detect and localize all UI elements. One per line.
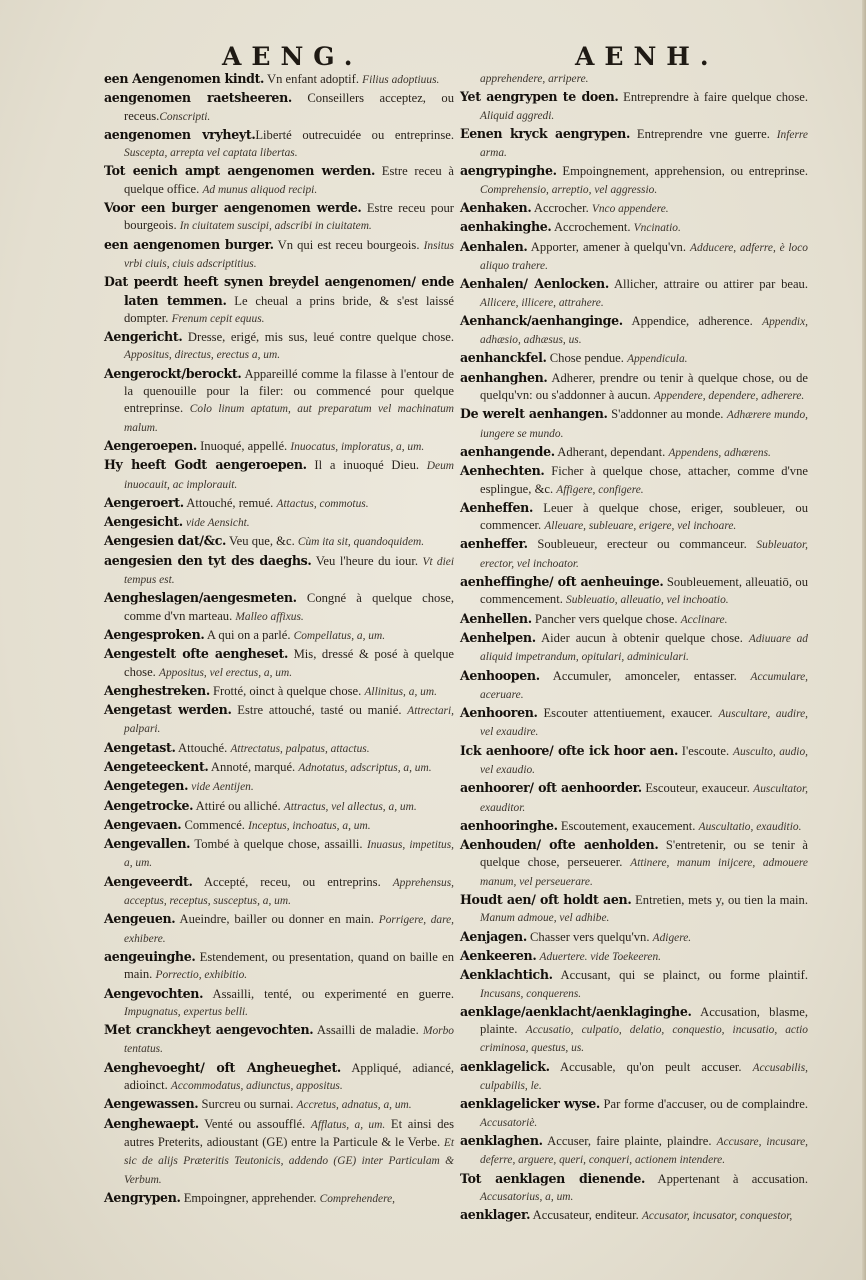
latin-translation: Attrectari, palpari.: [124, 705, 454, 736]
dictionary-entry: [104, 1095, 454, 1114]
latin-translation: Attractus, vel allectus, a, um.: [283, 800, 417, 813]
latin-translation: Vnco appendere.: [591, 203, 669, 216]
latin-translation: Colo linum aptatum, aut preparatum vel machinatum malum.: [124, 403, 454, 434]
latin-translation: In ciuitatem suscipi, adscribi in ciuitatem.: [179, 220, 372, 233]
dictionary-entry: [460, 704, 808, 742]
latin-translation: Auscultator, exauditor.: [480, 783, 809, 814]
dictionary-entry: [460, 1170, 808, 1207]
dictionary-entry: [460, 125, 808, 163]
headword: Dat peerdt heeft synen breydel aengenomen/ ende laten temmen.: [104, 274, 454, 308]
french-definition: Dresse, erigé, mis sus, leué contre quelque chose.: [182, 330, 454, 345]
dictionary-entry: [104, 89, 454, 126]
headword: aenklager.: [460, 1207, 531, 1223]
headword: aenhoorer/ oft aenhoorder.: [460, 780, 642, 796]
french-definition: Tombé à quelque chose, assailli.: [190, 837, 367, 852]
dictionary-entry: [460, 218, 808, 237]
headword: Aengeroert.: [104, 494, 184, 510]
latin-translation: Inuocatus, imploratus, a, um.: [290, 440, 425, 453]
latin-translation: Subleuatio, alleuatio, vel inchoatio.: [566, 594, 729, 607]
headword: Hy heeft Godt aengeroepen.: [104, 457, 307, 473]
dictionary-entry: [104, 552, 454, 590]
right-column-entries: [460, 88, 808, 1225]
latin-translation: Insitus vrbi ciuis, ciuis adscriptitius.: [124, 239, 454, 270]
french-definition: Annoté, marqué.: [208, 759, 299, 774]
headword: Aenhellen.: [460, 610, 532, 626]
dictionary-entry: [104, 645, 454, 682]
headword: Aengevochten.: [104, 985, 204, 1001]
dictionary-entry: [104, 1115, 454, 1189]
headword: aenhangende.: [460, 443, 555, 459]
dictionary-entry: [104, 1059, 454, 1096]
dictionary-entry: [104, 199, 454, 236]
headword: Aenklachtich.: [460, 967, 553, 983]
headword: Aenhelpen.: [460, 629, 536, 645]
latin-continuation: apprehendere, arripere.: [480, 73, 589, 85]
french-definition: Empoingner, apprehender.: [180, 1190, 320, 1205]
headword: een aengenomen burger.: [104, 236, 274, 252]
headword: aengeuinghe.: [104, 948, 196, 964]
headword: Aengesicht.: [104, 514, 183, 530]
headword: Aengetast.: [104, 739, 176, 755]
french-definition: Estre receu à quelque office.: [124, 164, 455, 196]
headword: aengenomen raetsheeren.: [104, 90, 292, 106]
headword: Aenhoopen.: [460, 667, 540, 683]
dictionary-entry: [460, 573, 808, 610]
french-definition: S'addonner au monde.: [607, 407, 727, 422]
french-definition: Appertenant à accusation.: [645, 1171, 808, 1186]
dictionary-entry: [104, 682, 454, 701]
latin-translation: Accusatorius, a, um.: [480, 1190, 574, 1203]
french-definition: Attouché.: [175, 740, 231, 755]
latin-translation: Attrectatus, palpatus, attactus.: [230, 742, 370, 755]
latin-translation: Malleo affixus.: [235, 610, 304, 623]
dictionary-entry: [104, 758, 454, 777]
french-definition: Par forme d'accuser, ou de complaindre.: [599, 1097, 808, 1112]
headword: Tot aenklagen dienende.: [460, 1170, 646, 1186]
french-definition: Accusation, blasme, plainte.: [480, 1004, 808, 1037]
latin-translation: Acclinare.: [680, 613, 728, 626]
french-definition: Chose pendue.: [546, 351, 628, 366]
headword: Aengetast werden.: [104, 702, 232, 718]
latin-translation: Adigere.: [652, 931, 692, 944]
headword: Aengericht.: [104, 329, 183, 345]
french-definition: Estre attouché, tasté ou manié.: [231, 703, 408, 718]
latin-translation: Cùm ita sit, quandoquidem.: [297, 536, 425, 549]
dictionary-entry: [460, 369, 808, 406]
latin-translation: Accumulare, aceruare.: [480, 670, 808, 701]
headword: Aenhanck/aenhanginge.: [460, 312, 623, 328]
french-definition: Leuer à quelque chose, eriger, soubleuer, ou commencer.: [480, 500, 808, 533]
headword: aenhakinghe.: [460, 219, 552, 235]
latin-translation: Manum admoue, vel adhibe.: [480, 912, 610, 925]
headword: Aengeuen.: [104, 911, 176, 927]
french-definition: Veu l'heure du iour.: [311, 553, 423, 568]
french-definition: Escouter attentiuement, exaucer.: [537, 706, 719, 721]
dictionary-entry: [460, 312, 808, 350]
dictionary-entry: [460, 275, 808, 312]
headword: De werelt aenhangen.: [460, 406, 608, 422]
dictionary-entry: [460, 947, 808, 966]
dictionary-entry: [460, 836, 808, 891]
french-definition: Estendement, ou presentation, quand on baille en main.: [124, 949, 454, 982]
french-definition: I'escoute.: [677, 743, 733, 758]
latin-translation: Accommodatus, adiunctus, appositus.: [170, 1080, 343, 1093]
dictionary-entry: [460, 88, 808, 125]
headword: aengrypinghe.: [460, 163, 557, 179]
dictionary-entry: [460, 928, 808, 947]
headword: Aengetrocke.: [104, 797, 194, 813]
latin-translation: Accusabilis, culpabilis, le.: [480, 1061, 808, 1093]
dictionary-entry: [460, 667, 808, 705]
latin-translation: Attactus, commotus.: [276, 497, 369, 510]
dictionary-entry: [104, 162, 454, 199]
french-definition: Mis, dressé & posé à quelque chose.: [124, 647, 454, 679]
latin-translation: Porrigere, dare, exhibere.: [124, 914, 454, 945]
french-definition: Vn enfant adoptif.: [264, 72, 363, 86]
latin-translation: Apprehensus, acceptus, receptus, susceptus, a, um.: [124, 876, 454, 908]
headword: Aengesien dat/&c.: [104, 533, 227, 549]
latin-translation: Adducere, adferre, è loco aliquo trahere.: [480, 241, 808, 272]
dictionary-entry: [460, 1132, 808, 1170]
headword: Aenheffen.: [460, 499, 533, 515]
dictionary-entry: [104, 1189, 454, 1208]
dictionary-entry: [460, 443, 808, 462]
latin-translation: Accusare, incusare, deferre, arguere, queri, conqueri, actionem intendere.: [480, 1135, 808, 1167]
french-definition: Accusateur, enditeur.: [530, 1208, 642, 1223]
dictionary-entry: [104, 70, 454, 89]
headword: Tot eenich ampt aengenomen werden.: [104, 163, 376, 179]
french-definition: Accuser, faire plainte, plaindre.: [542, 1133, 717, 1148]
dictionary-entry: [104, 513, 454, 532]
latin-translation: Allicere, illicere, attrahere.: [480, 296, 604, 309]
dictionary-entry: [104, 910, 454, 948]
french-definition: Accumuler, amonceler, entasser.: [539, 668, 751, 683]
french-definition: Appliqué, adiancé, adioinct.: [124, 1060, 454, 1093]
latin-translation: Aliquid aggredi.: [480, 109, 555, 122]
right-running-title: AENH.: [575, 42, 719, 71]
headword: Aengetegen.: [104, 778, 189, 794]
dictionary-entry: [104, 777, 454, 796]
headword: Aengevaen.: [104, 816, 182, 832]
dictionary-entry: [460, 1095, 808, 1132]
headword: Aengevallen.: [104, 836, 191, 852]
latin-note: Et sic de alijs Præteritis Teutonicis, addendo (GE) inter Particulam & Verbum.: [124, 1136, 454, 1186]
latin-translation: Appositus, directus, erectus a, um.: [124, 349, 281, 362]
french-definition: Soubleueur, erecteur ou commanceur.: [527, 537, 757, 552]
latin-translation: Accusator, incusator, conquestor,: [641, 1210, 793, 1223]
dictionary-entry: [460, 162, 808, 199]
latin-translation: Compellatus, a, um.: [293, 629, 386, 642]
french-definition: Il a inuoqué Dieu.: [306, 458, 427, 473]
headword: Aengrypen.: [104, 1189, 181, 1205]
latin-translation: Affigere, configere.: [556, 483, 644, 496]
latin-translation: Ad munus aliquod recipi.: [202, 183, 318, 196]
latin-translation: Comprehendere,: [319, 1192, 395, 1205]
french-definition: Aider aucun à obtenir quelque chose.: [535, 630, 749, 645]
latin-translation: Allinitus, a, um.: [364, 685, 437, 698]
dictionary-entry: [104, 816, 454, 835]
french-definition: Entretien, mets y, ou tien la main.: [631, 893, 808, 908]
headword: Aengeveerdt.: [104, 873, 193, 889]
dictionary-entry: [104, 365, 454, 437]
french-definition: Commencé.: [181, 817, 249, 832]
headword: Ick aenhoore/ ofte ick hoor aen.: [460, 742, 678, 758]
latin-translation: Incusans, conquerens.: [480, 987, 582, 1000]
latin-translation: Accretus, adnatus, a, um.: [296, 1099, 412, 1112]
latin-translation: Morbo tentatus.: [124, 1025, 454, 1056]
french-definition: Accusant, qui se plainct, ou forme plaintif.: [552, 968, 808, 983]
french-definition: Empoingnement, apprehension, ou entreprinse.: [556, 164, 808, 179]
french-definition: Soubleuement, alleuatiō, ou commencement.: [480, 575, 808, 607]
dictionary-entry: [104, 126, 454, 163]
dictionary-entry: [104, 626, 454, 645]
french-definition: Vn qui est receu bourgeois.: [273, 237, 424, 252]
dictionary-entry: [104, 873, 454, 911]
dictionary-entry: [460, 1058, 808, 1096]
dictionary-entry: [104, 985, 454, 1022]
french-definition: S'entretenir, ou se tenir à quelque chose, perseuerer.: [480, 838, 808, 870]
latin-translation: Conscripti.: [159, 110, 211, 123]
latin-translation: Suscepta, arrepta vel captata libertas.: [124, 147, 298, 160]
headword: aenhanghen.: [460, 369, 548, 385]
dictionary-entry: [104, 456, 454, 494]
dictionary-entry: [104, 739, 454, 758]
headword: aenheffinghe/ oft aenheuinge.: [460, 574, 664, 590]
latin-translation: Accusatoriè.: [480, 1116, 538, 1129]
headword: aengenomen vryheyt.: [104, 126, 256, 142]
french-definition: Estre receu pour bourgeois.: [124, 201, 454, 233]
latin-translation: vide Aentijen.: [191, 781, 254, 794]
headword: Aenjagen.: [460, 928, 527, 944]
french-definition: Conseillers acceptez, ou receus.: [124, 91, 454, 123]
french-definition: Veu que, &c.: [226, 534, 298, 549]
dictionary-entry: [104, 494, 454, 513]
headword: Aengheslagen/aengesmeten.: [104, 590, 297, 606]
headword: een Aengenomen kindt.: [104, 71, 265, 86]
french-note: Et ainsi des autres Preterits, adioustant (GE) entre la Particule & le Verbe.: [124, 1116, 454, 1149]
headword: aenheffer.: [460, 536, 528, 552]
dictionary-entry: [460, 499, 808, 536]
latin-translation: Vt diei tempus est.: [124, 555, 454, 587]
french-definition: Appendice, adherence.: [622, 313, 763, 328]
latin-translation: Inceptus, inchoatus, a, um.: [248, 819, 371, 832]
headword: Aengerockt/berockt.: [104, 365, 242, 381]
headword: Aenghestreken.: [104, 682, 210, 698]
dictionary-entry: [460, 199, 808, 218]
dictionary-entry: [460, 610, 808, 629]
latin-translation: Subleuator, erector, vel inchoator.: [480, 539, 808, 570]
headword: aengesien den tyt des daeghs.: [104, 552, 312, 568]
latin-translation: vide Aensicht.: [185, 517, 250, 530]
french-definition: Entreprendre à faire quelque chose.: [618, 90, 808, 105]
french-definition: Attouché, remué.: [183, 495, 277, 510]
dictionary-entry: [104, 273, 454, 328]
dictionary-entry: [460, 891, 808, 928]
left-running-title: AENG.: [222, 42, 363, 71]
dictionary-entry: [104, 1021, 454, 1059]
dictionary-entry: [104, 589, 454, 626]
headword: aenhanckfel.: [460, 350, 547, 366]
french-definition: Assailli, tenté, ou experimenté en guerre.: [203, 986, 454, 1001]
french-definition: Accepté, receu, ou entreprins.: [192, 874, 393, 889]
headword: Yet aengrypen te doen.: [460, 89, 619, 105]
dictionary-entry: [104, 948, 454, 985]
dictionary-entry: [460, 1206, 808, 1225]
dictionary-entry: [104, 835, 454, 873]
french-definition: Liberté outrecuidée ou entreprinse.: [255, 127, 454, 142]
headword: Aenhouden/ ofte aenholden.: [460, 837, 659, 853]
latin-translation: Attinere, manum inijcere, admouere manum, vel perseuerare.: [480, 857, 808, 888]
dictionary-entry: [104, 328, 454, 365]
dictionary-entry: [460, 349, 808, 368]
headword: Voor een burger aengenomen werde.: [104, 200, 362, 216]
french-definition: Venté ou assoufflé.: [198, 1116, 311, 1131]
french-definition: Accrochement.: [551, 220, 634, 235]
latin-translation: Inferre arma.: [480, 128, 808, 160]
headword: Aenhechten.: [460, 463, 545, 479]
latin-translation: Impugnatus, expertus belli.: [124, 1005, 249, 1018]
latin-translation: Appendere, dependere, adherere.: [653, 390, 805, 403]
dictionary-entry: [460, 405, 808, 443]
french-definition: Attiré ou alliché.: [193, 798, 284, 813]
dictionary-entry: [460, 238, 808, 276]
latin-translation: Frenum cepit equus.: [171, 312, 265, 325]
latin-translation: Inuasus, impetitus, a, um.: [124, 839, 455, 870]
latin-translation: Adnotatus, adscriptus, a, um.: [298, 761, 432, 774]
headword: aenhooringhe.: [460, 817, 558, 833]
french-definition: Entreprendre vne guerre.: [630, 126, 777, 141]
french-definition: Apporter, amener à quelqu'vn.: [527, 239, 691, 254]
french-definition: Escouteur, exauceur.: [641, 781, 754, 796]
latin-translation: Vncinatio.: [633, 222, 681, 235]
headword: aenklagelicker wyse.: [460, 1096, 600, 1112]
headword: Eenen kryck aengrypen.: [460, 125, 630, 141]
french-definition: Accrocher.: [531, 201, 592, 216]
continuation-line: [460, 70, 808, 88]
french-definition: Adherant, dependant.: [554, 444, 669, 459]
latin-translation: Aduertere. vide Toekeeren.: [539, 950, 661, 963]
latin-translation: Appendens, adhærens.: [668, 446, 771, 459]
headword: aenklage/aenklacht/aenklaginghe.: [460, 1003, 692, 1019]
page-edge: [862, 0, 866, 1280]
french-definition: Frotté, oinct à quelque chose.: [209, 683, 365, 698]
latin-translation: Accusatio, culpatio, delatio, conquestio, incusatio, actio criminosa, questus, us.: [480, 1024, 808, 1055]
headword: aenklagelick.: [460, 1058, 550, 1074]
headword: Aengesproken.: [104, 626, 205, 642]
headword: Met cranckheyt aengevochten.: [104, 1022, 314, 1038]
headword: Aenhalen/ Aenlocken.: [460, 276, 609, 292]
french-definition: Surcreu ou surnai.: [198, 1097, 297, 1112]
french-definition: Accusable, qu'on peult accuser.: [549, 1059, 753, 1074]
headword: Aengestelt ofte aengheset.: [104, 646, 289, 662]
french-definition: Allicher, attraire ou attirer par beau.: [608, 277, 809, 292]
dictionary-entry: [104, 797, 454, 816]
dictionary-entry: [460, 966, 808, 1003]
french-definition: Ficher à quelque chose, attacher, comme d'vne esplingue, &c.: [480, 464, 808, 496]
dictionary-entry: [104, 437, 454, 456]
french-definition: Chasser vers quelqu'vn.: [526, 929, 653, 944]
headword: Aenhooren.: [460, 705, 538, 721]
french-definition: A qui on a parlé.: [204, 627, 294, 642]
french-definition: Pancher vers quelque chose.: [531, 611, 681, 626]
latin-translation: Porrectio, exhibitio.: [155, 969, 248, 982]
latin-translation: Adhærere mundo, iungere se mundo.: [480, 409, 809, 440]
dictionary-entry: [460, 817, 808, 836]
latin-translation: Adiuuare ad aliquid impetrandum, opitulari, adminiculari.: [480, 632, 808, 664]
headword: Aenghewaept.: [104, 1115, 199, 1131]
french-definition: Congné à quelque chose, comme d'vn marteau.: [124, 591, 454, 623]
french-definition: Le cheual a prins bride, & s'est laissé dompter.: [124, 293, 454, 325]
headword: Aenhalen.: [460, 238, 528, 254]
headword: Aenkeeren.: [460, 947, 537, 963]
french-definition: Aueindre, bailler ou donner en main.: [175, 912, 379, 927]
dictionary-entry: [104, 701, 454, 739]
headword: Aengeteeckent.: [104, 758, 209, 774]
latin-translation: Ausculto, audio, vel exaudio.: [480, 745, 808, 776]
dictionary-entry: [460, 742, 808, 780]
latin-translation: Filius adoptiuus.: [362, 74, 440, 86]
latin-translation: Auscultare, audire, vel exaudire.: [480, 708, 808, 739]
dictionary-entry: [104, 236, 454, 274]
latin-translation: Comprehensio, arreptio, vel aggressio.: [480, 183, 658, 196]
dictionary-entry: [460, 1003, 808, 1058]
left-column: [104, 70, 454, 1208]
right-column: [460, 70, 808, 1225]
dictionary-entry: [460, 779, 808, 817]
headword: Aengeroepen.: [104, 437, 197, 453]
headword: Aenghevoeght/ oft Angheueghet.: [104, 1059, 341, 1075]
latin-translation: Alleuare, subleuare, erigere, vel inchoare.: [544, 520, 737, 533]
latin-translation: Appendicula.: [627, 353, 688, 366]
dictionary-entry: [104, 532, 454, 551]
latin-translation: Afflatus, a, um.: [310, 1118, 386, 1131]
dictionary-entry: [460, 535, 808, 573]
latin-translation: Deum inuocauit, ac implorauit.: [124, 460, 454, 491]
dictionary-entry: [460, 629, 808, 667]
french-definition: Appareillé comme la filasse à l'entour de la quenouille pour la filer: ou commencé pour quelque entreprinse.: [124, 366, 454, 416]
french-definition: Assailli de maladie.: [313, 1023, 423, 1038]
headword: Houdt aen/ oft holdt aen.: [460, 892, 632, 908]
dictionary-entry: [460, 462, 808, 499]
headword: Aenhaken.: [460, 200, 532, 216]
latin-translation: Appendix, adhæsio, adhæsus, us.: [480, 315, 808, 347]
french-definition: Inuoqué, appellé.: [196, 438, 291, 453]
french-definition: Escoutement, exaucement.: [557, 818, 699, 833]
latin-translation: Appositus, vel erectus, a, um.: [158, 666, 293, 679]
latin-translation: Auscultatio, exauditio.: [698, 820, 802, 833]
headword: Aengewassen.: [104, 1096, 199, 1112]
headword: aenklaghen.: [460, 1132, 543, 1148]
french-definition: Adherer, prendre ou tenir à quelque chose, ou de quelqu'vn: ou s'addonner à aucun.: [480, 370, 808, 403]
